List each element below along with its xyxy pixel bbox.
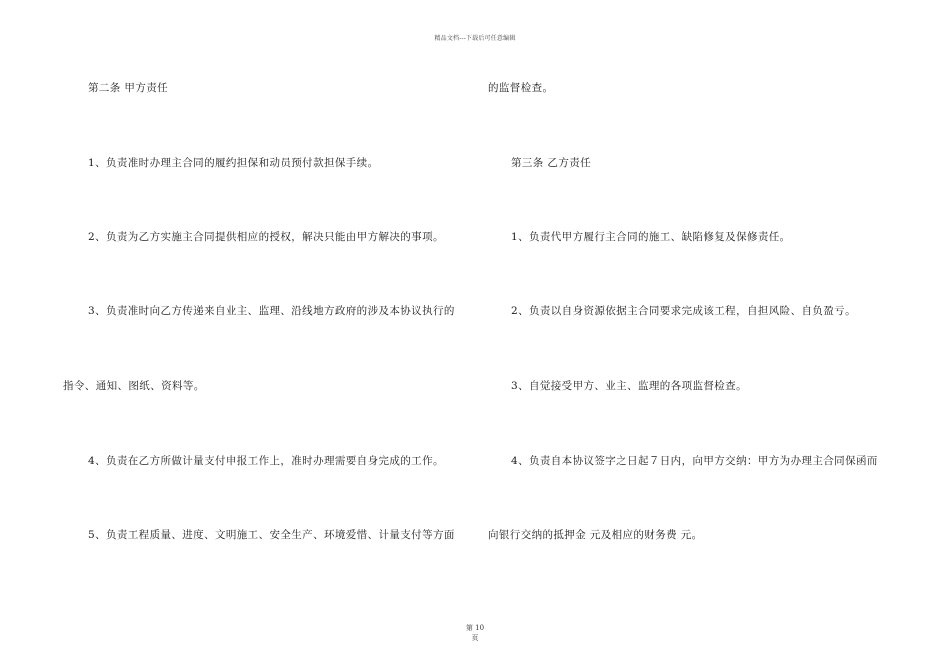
party-a-item-3-line-1: 3、负责准时向乙方传递来自业主、监理、沿线地方政府的涉及本协议执行的 [88, 305, 455, 317]
party-b-item-4-line-2: 向银行交纳的抵押金 元及相应的财务费 元。 [488, 529, 703, 541]
section-title-party-a: 第二条 甲方责任 [88, 82, 169, 94]
page-number [0, 623, 950, 633]
page-number-value: 10 [475, 624, 485, 632]
party-b-item-4-line-1: 4、负责自本协议签字之日起７日内，向甲方交纳：甲方为办理主合同保函而 [511, 455, 878, 467]
party-a-item-2: 2、负责为乙方实施主合同提供相应的授权，解决只能由甲方解决的事项。 [88, 231, 444, 243]
page-prefix: 第 [465, 624, 473, 632]
party-b-item-1: 1、负责代甲方履行主合同的施工、缺陷修复及保修责任。 [511, 231, 791, 243]
party-b-item-3: 3、自觉接受甲方、业主、监理的各项监督检查。 [511, 380, 747, 392]
page-suffix: 页 [471, 634, 479, 642]
party-b-item-2: 2、负责以自身资源依据主合同要求完成该工程，自担风险、自负盈亏。 [511, 305, 856, 317]
party-a-item-4: 4、负责在乙方所做计量支付申报工作上，准时办理需要自身完成的工作。 [88, 455, 444, 467]
party-a-item-5-continuation: 的监督检查。 [488, 82, 554, 94]
party-a-item-5-line-1: 5、负责工程质量、进度、文明施工、安全生产、环境爱惜、计量支付等方面 [88, 529, 455, 541]
party-a-item-3-line-2: 指令、通知、图纸、资料等。 [63, 380, 205, 392]
section-title-party-b: 第三条 乙方责任 [511, 157, 592, 169]
party-a-item-1: 1、负责准时办理主合同的履约担保和动员预付款担保手续。 [88, 157, 379, 169]
page-header: 精品文档---下载后可任意编辑 [434, 35, 516, 42]
